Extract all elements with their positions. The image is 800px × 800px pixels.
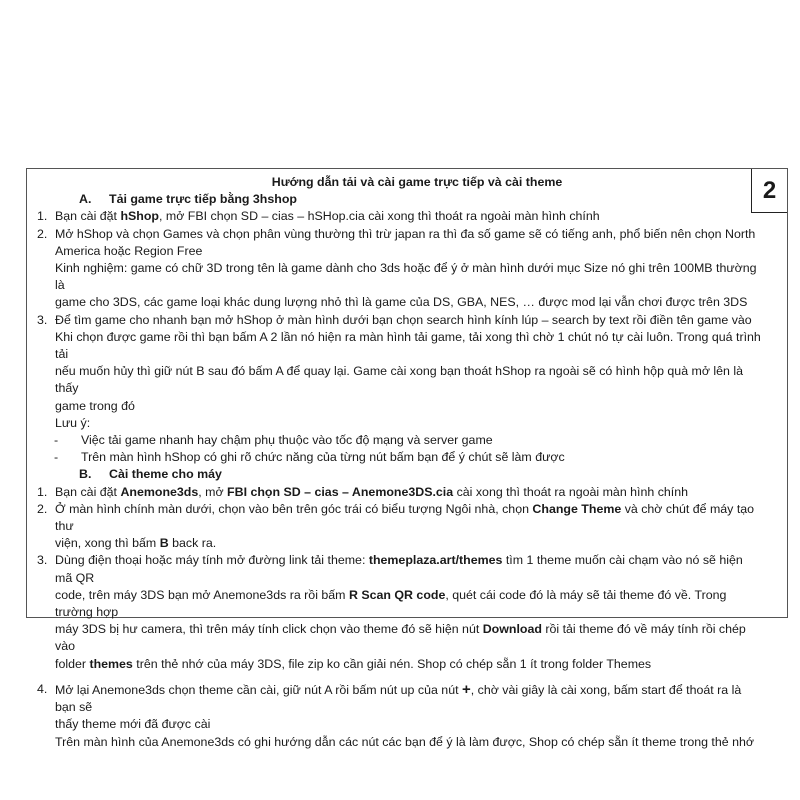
step-b3-text-5: máy 3DS bị hư camera, thì trên máy tính click chọn vào theme đó sẽ hiện nút <box>55 622 483 637</box>
step-a3 <box>27 312 787 432</box>
step-b4 <box>27 681 787 751</box>
plus-symbol: + <box>461 680 471 698</box>
step-b3 <box>27 552 787 672</box>
step-b2-text-2: và chờ chút để máy tạo thư <box>55 501 755 534</box>
step-b1-bold-2: FBI chọn SD – cias – Anemone3DS.cia <box>227 484 454 499</box>
step-b3-text-8: trên thẻ nhớ của máy 3DS, file zip ko cần giải nén. Shop có chép sẵn 1 ít trong folder Themes <box>132 656 652 671</box>
step-a3-number: 3. <box>37 312 48 327</box>
step-a2-line: game cho 3DS, các game loại khác dung lượng nhỏ thì là game của DS, GBA, NES, … được mod lại vẫn chơi được trên 3DS <box>55 295 748 310</box>
step-b2-text-3: viện, xong thì bấm <box>55 536 160 551</box>
step-b3-line <box>55 621 763 655</box>
step-a1-bold-1: hShop <box>120 209 159 224</box>
step-b1 <box>27 484 787 501</box>
step-b4-number: 4. <box>37 681 48 696</box>
step-b3-line <box>55 656 763 673</box>
step-b3-line <box>55 552 763 586</box>
step-b4-line: thấy theme mới đã được cài <box>55 717 211 732</box>
section-b-title: Cài theme cho máy <box>109 467 222 482</box>
step-a2 <box>27 226 787 312</box>
step-a3-line: nếu muốn hủy thì giữ nút B sau đó bấm A để quay lại. Game cài xong bạn thoát hShop ra ngoài sẽ có hình hộp quà mở lên là thấy <box>55 364 744 396</box>
step-b2-bold-1: Change Theme <box>532 501 622 516</box>
step-b4-line <box>55 681 763 716</box>
step-b3-text-3: code, trên máy 3DS bạn mở Anemone3ds ra rồi bấm <box>55 587 349 602</box>
note-item <box>27 432 787 449</box>
step-b3-text-4: , quét cái code đó là máy sẽ tải theme đó về. Trong trường hợp <box>55 587 727 620</box>
step-b1-text-2: , mở <box>198 484 228 499</box>
step-b3-bold-2: R Scan QR code <box>348 587 446 602</box>
step-b4-text-1: Mở lại Anemone3ds chọn theme cần cài, giữ nút A rồi bấm nút up của nút <box>55 682 462 697</box>
instruction-document <box>26 168 788 749</box>
step-b2 <box>27 501 787 553</box>
step-b3-number: 3. <box>37 553 48 568</box>
step-b2-text-1: Ở màn hình chính màn dưới, chọn vào bên trên góc trái có biểu tượng Ngôi nhà, chọn <box>55 501 533 516</box>
step-a3-line: game trong đó <box>55 398 135 413</box>
step-b1-text <box>55 485 688 499</box>
step-b2-number: 2. <box>37 501 48 516</box>
step-a2-line: America hoặc Region Free <box>55 243 203 258</box>
step-a2-line: Kinh nghiệm: game có chữ 3D trong tên là game dành cho 3ds hoặc để ý ở màn hình dưới mục Size nó ghi trên 100MB thường là <box>55 261 757 293</box>
note-dash: - <box>54 450 59 465</box>
step-b3-link-bold: themeplaza.art/themes <box>368 553 503 568</box>
step-a1-number: 1. <box>37 209 48 224</box>
step-b1-bold-1: Anemone3ds <box>120 484 199 499</box>
section-a-heading <box>79 191 787 208</box>
step-b3-text-1: Dùng điện thoại hoặc máy tính mở đường link tải theme: <box>55 553 369 568</box>
page-number-badge: 2 <box>751 169 787 213</box>
step-b1-text-1: Bạn cài đặt <box>55 484 121 499</box>
step-b3-text-2: tìm 1 theme muốn cài chạm vào nó sẽ hiện mã QR <box>55 553 743 585</box>
step-b2-line <box>55 535 763 552</box>
step-a3-line: Khi chọn được game rồi thì bạn bấm A 2 lần nó hiện ra màn hình tải game, tải xong thì chờ 1 chút nó tự cài luôn. Trong quá trình tải <box>55 329 761 362</box>
step-b1-text-3: cài xong thì thoát ra ngoài màn hình chính <box>453 484 689 499</box>
step-b1-number: 1. <box>37 484 48 499</box>
step-b3-text-7: folder <box>55 656 90 671</box>
step-a1-text-1: Bạn cài đặt <box>55 209 121 224</box>
step-a1-text <box>55 209 600 223</box>
note-item <box>27 449 787 466</box>
step-b3-bold-4: themes <box>89 656 133 671</box>
section-b-heading <box>79 466 787 483</box>
section-a-title: Tải game trực tiếp bằng 3hshop <box>109 192 297 207</box>
step-b3-line <box>55 587 763 621</box>
section-b-letter: B. <box>79 467 92 482</box>
step-a3-note-label: Lưu ý: <box>55 415 91 430</box>
step-a2-number: 2. <box>37 226 48 241</box>
section-a-letter: A. <box>79 192 92 207</box>
step-b2-bold-2: B <box>159 536 169 551</box>
step-b3-text-6: rồi tải theme đó về máy tính rồi chép vào <box>55 622 746 654</box>
note-dash: - <box>54 433 59 448</box>
note-text: Việc tải game nhanh hay chậm phụ thuộc vào tốc độ mạng và server game <box>81 433 493 448</box>
step-b4-line: Trên màn hình của Anemone3ds có ghi hướng dẫn các nút các bạn để ý là làm được, Shop có chép sẵn ít theme trong thẻ nhớ <box>55 734 755 749</box>
step-a1 <box>27 208 787 225</box>
step-b2-text-4: back ra. <box>168 536 217 551</box>
note-text: Trên màn hình hShop có ghi rõ chức năng của từng nút bấm bạn để ý chút sẽ làm được <box>81 450 565 465</box>
step-b3-bold-3: Download <box>482 622 542 637</box>
step-a2-line: Mở hShop và chọn Games và chọn phân vùng thường thì trừ japan ra thì đa số game sẽ có tiếng anh, phổ biến nên chọn North <box>55 226 756 241</box>
step-a1-text-2: , mở FBI chọn SD – cias – hSHop.cia cài xong thì thoát ra ngoài màn hình chính <box>159 209 600 224</box>
step-b4-text-2: , chờ vài giây là cài xong, bấm start để thoát ra là bạn sẽ <box>55 682 742 715</box>
spacer <box>27 673 787 681</box>
step-b2-line <box>55 501 763 535</box>
document-title: Hướng dẫn tải và cài game trực tiếp và cài theme <box>271 175 563 189</box>
step-a3-line: Để tìm game cho nhanh bạn mở hShop ở màn hình dưới bạn chọn search hình kính lúp – search by text rồi điền tên game vào <box>55 312 752 327</box>
